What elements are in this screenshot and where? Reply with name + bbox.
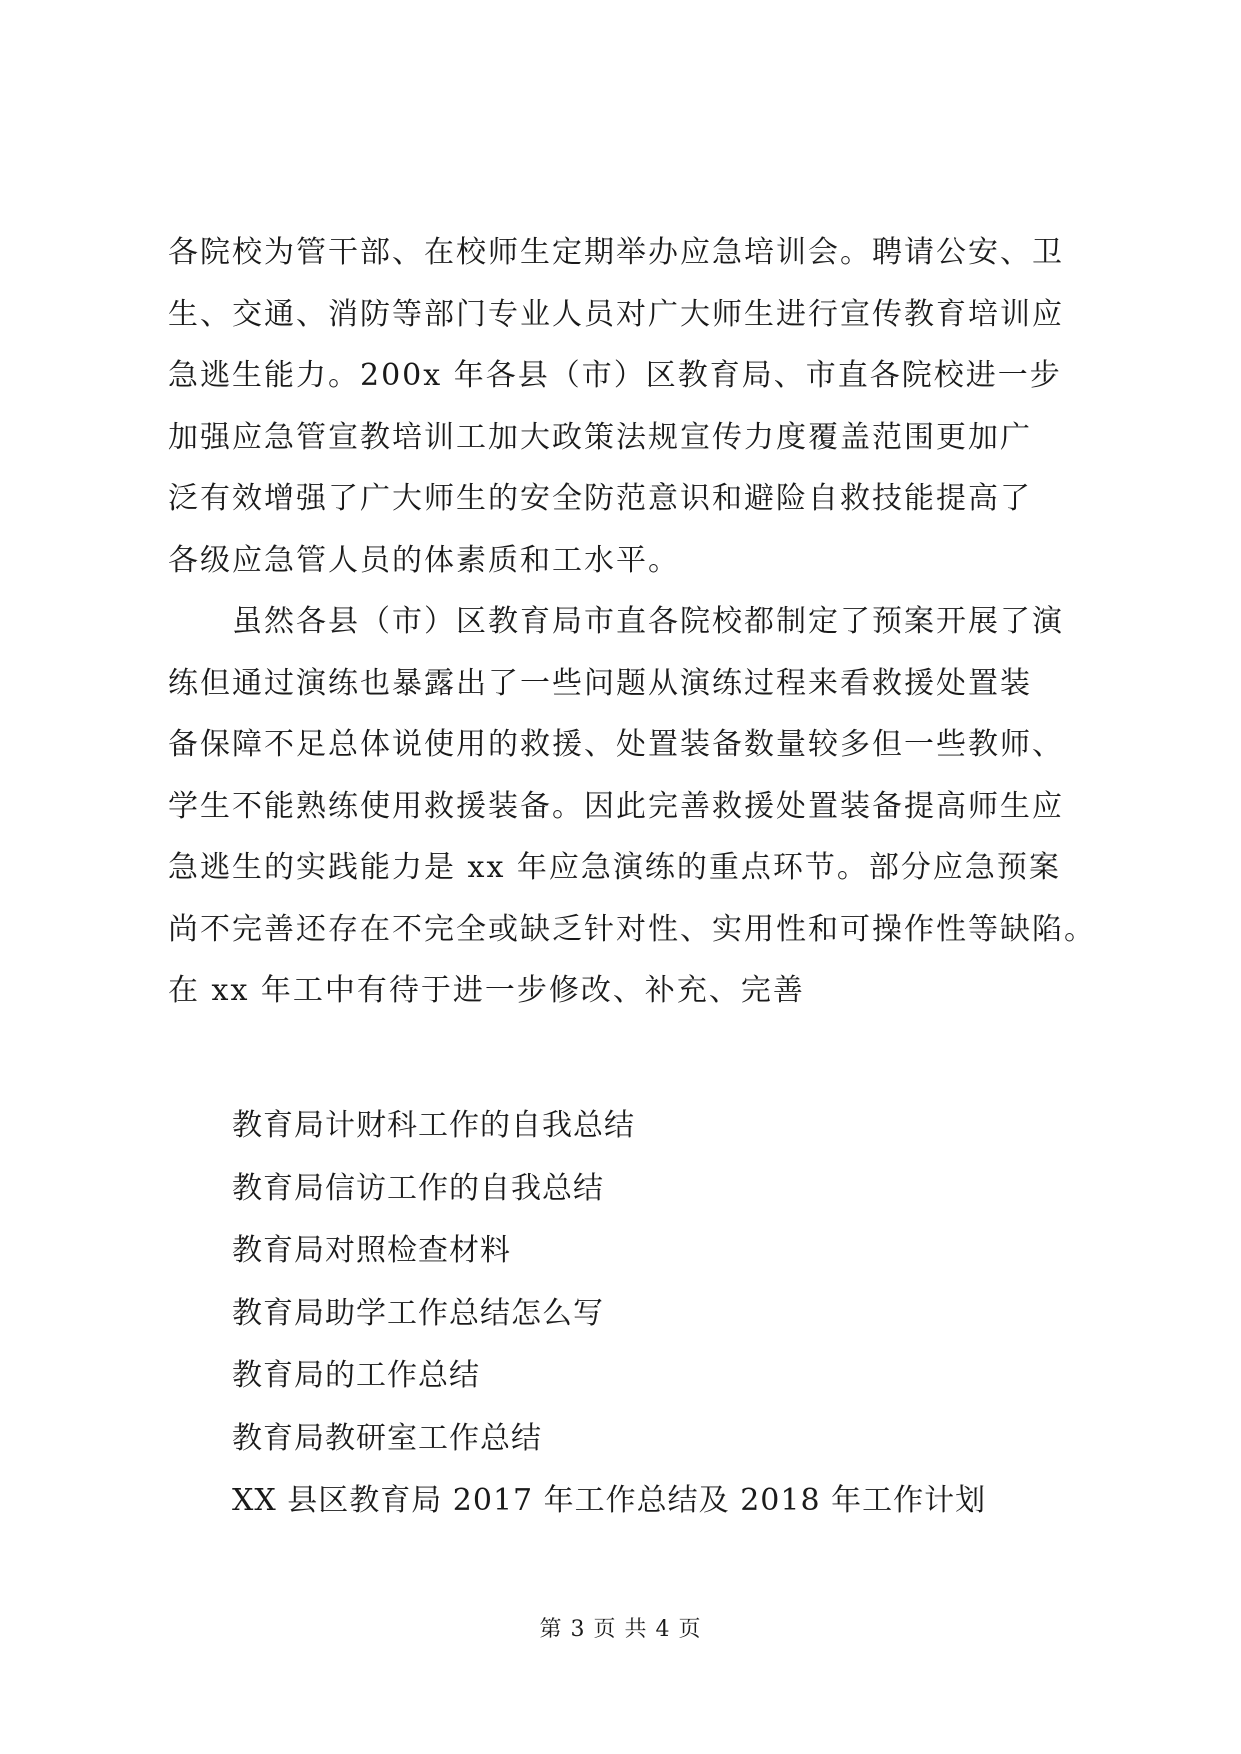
related-link[interactable]: 教育局的工作总结 [232, 1358, 480, 1393]
text-line: 在 xx 年工中有待于进一步修改、补充、完善 [168, 973, 805, 1008]
body-text [168, 222, 1096, 1022]
related-link[interactable]: 教育局信访工作的自我总结 [232, 1170, 604, 1206]
text-line: 虽然各县（市）区教育局市直各院校都制定了预案开展了演 [232, 604, 1064, 639]
text-line: 尚不完善还存在不完全或缺乏针对性、实用性和可操作性等缺陷。 [168, 911, 1096, 947]
text-line: 备保障不足总体说使用的救援、处置装备数量较多但一些教师、 [168, 727, 1064, 762]
related-link[interactable]: 教育局助学工作总结怎么写 [232, 1295, 604, 1331]
page-footer: 第 3 页 共 4 页 [539, 1617, 702, 1642]
text-line: 各院校为管干部、在校师生定期举办应急培训会。聘请公安、卫 [168, 235, 1064, 270]
related-link[interactable]: XX 县区教育局 2017 年工作总结及 2018 年工作计划 [232, 1483, 987, 1518]
related-link[interactable]: 教育局计财科工作的自我总结 [232, 1108, 635, 1143]
text-line: 生、交通、消防等部门专业人员对广大师生进行宣传教育培训应 [168, 296, 1064, 332]
text-line: 泛有效增强了广大师生的安全防范意识和避险自救技能提高了 [168, 481, 1032, 516]
paragraph-1 [168, 222, 1088, 591]
text-line: 急逃生的实践能力是 xx 年应急演练的重点环节。部分应急预案 [168, 850, 1061, 885]
text-line: 各级应急管人员的体素质和工水平。 [168, 542, 680, 578]
related-links-list [232, 1095, 1092, 1533]
paragraph-2 [168, 591, 1096, 1022]
text-line: 加强应急管宣教培训工加大政策法规宣传力度覆盖范围更加广 [168, 419, 1032, 455]
text-line: 学生不能熟练使用救援装备。因此完善救援处置装备提高师生应 [168, 788, 1064, 824]
related-link[interactable]: 教育局对照检查材料 [232, 1233, 511, 1268]
text-line: 急逃生能力。200x 年各县（市）区教育局、市直各院校进一步 [168, 358, 1062, 393]
related-link[interactable]: 教育局教研室工作总结 [232, 1420, 542, 1456]
text-line: 练但通过演练也暴露出了一些问题从演练过程来看救援处置装 [168, 665, 1032, 701]
